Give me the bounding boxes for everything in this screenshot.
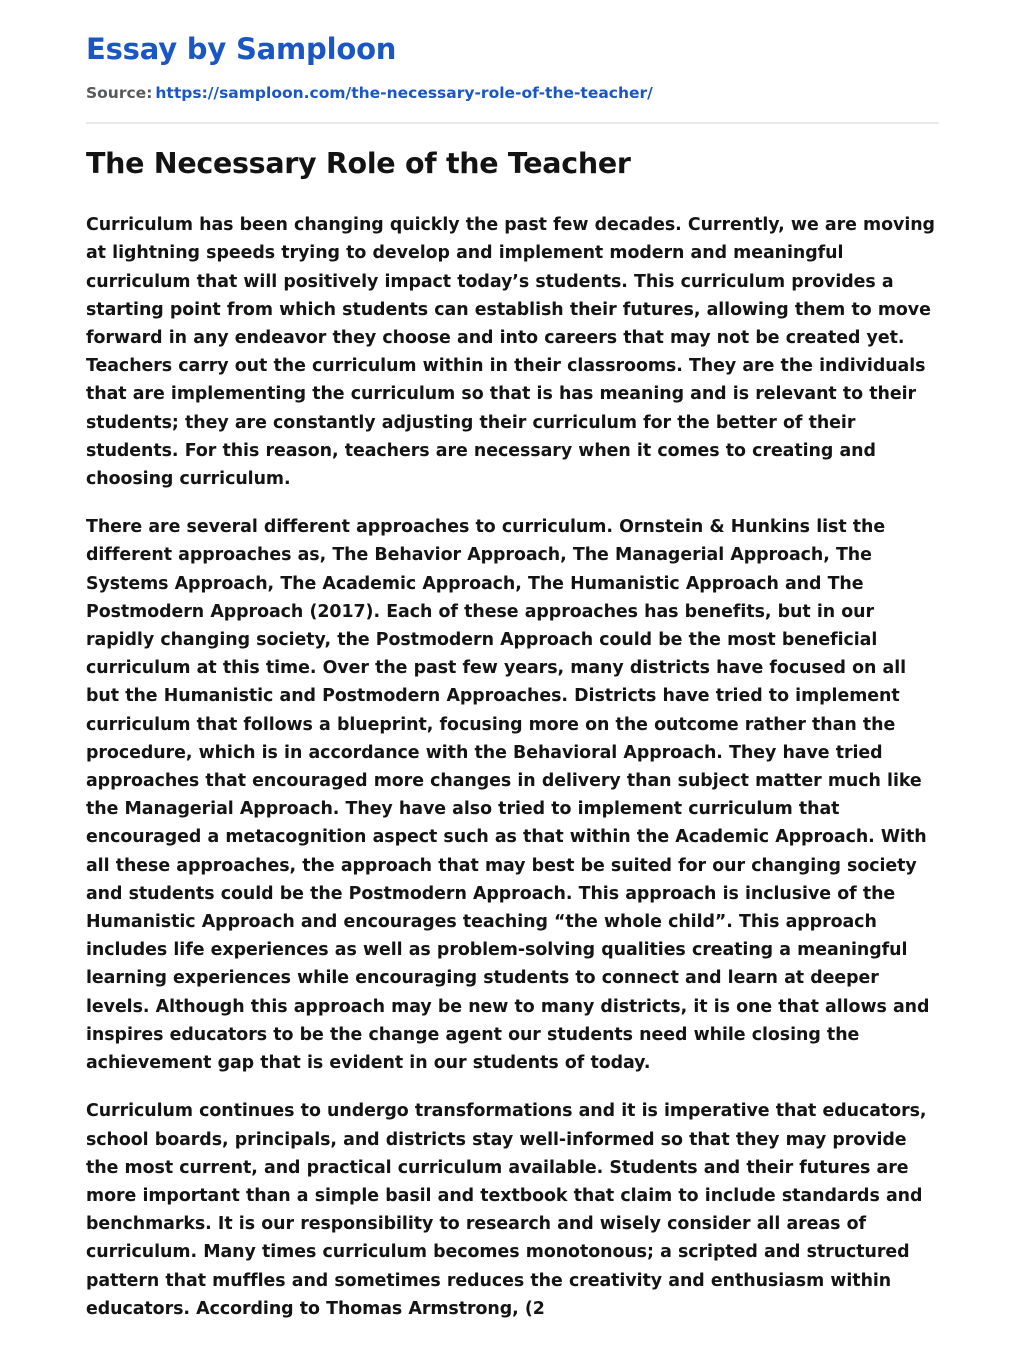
page-title: The Necessary Role of the Teacher	[86, 146, 631, 180]
essay-paragraph: Curriculum has been changing quickly the past few decades. Currently, we are moving at lightning speeds trying to develop and implement modern and meaningful curriculum that will positively impact today’s students. This curriculum provides a starting point from which students can establish their futures, allowing them to move forward in any endeavor they choose and into careers that may not be created yet. Teachers carry out the curriculum within in their classrooms. They are the individuals that are implementing the curriculum so that is has meaning and is relevant to their students; they are constantly adjusting their curriculum for the better of their students. For this reason, teachers are necessary when it comes to creating and choosing curriculum.	[86, 215, 935, 490]
site-masthead	[86, 0, 939, 124]
source-url-link[interactable]: https://samploon.com/the-necessary-role-of-the-teacher/	[155, 83, 653, 102]
essay-body	[86, 181, 939, 1323]
essay-paragraph: Curriculum continues to undergo transformations and it is imperative that educators, school boards, principals, and districts stay well-informed so that they may provide the most current, and practical curriculum available. Students and their futures are more important than a simple basil and textbook that claim to include standards and benchmarks. It is our responsibility to research and wisely consider all areas of curriculum. Many times curriculum becomes monotonous; a scripted and structured pattern that muffles and sometimes reduces the creativity and enthusiasm within educators. According to Thomas Armstrong, (2	[86, 1101, 927, 1319]
essay-paragraph: There are several different approaches to curriculum. Ornstein & Hunkins list the different approaches as, The Behavior Approach, The Managerial Approach, The Systems Approach, The Academic Approach, The Humanistic Approach and The Postmodern Approach (2017). Each of these approaches has benefits, but in our rapidly changing society, the Postmodern Approach could be the most beneficial curriculum at this time. Over the past few years, many districts have focused on all but the Humanistic and Postmodern Approaches. Districts have tried to implement curriculum that follows a blueprint, focusing more on the outcome rather than the procedure, which is in accordance with the Behavioral Approach. They have tried approaches that encouraged more changes in delivery than subject matter much like the Managerial Approach. They have also tried to implement curriculum that encouraged a metacognition aspect such as that within the Academic Approach. With all these approaches, the approach that may best be suited for our changing society and students could be the Postmodern Approach. This approach is inclusive of the Humanistic Approach and encourages teaching “the whole child”. This approach includes life experiences as well as problem-solving qualities creating a meaningful learning experiences while encouraging students to connect and learn at deeper levels. Although this approach may be new to many districts, it is one that allows and inspires educators to be the change agent our students need while closing the achievement gap that is evident in our students of today.	[86, 517, 930, 1074]
source-line	[86, 83, 939, 105]
source-label: Source:	[86, 83, 153, 102]
site-brand-title: Essay by Samploon	[86, 32, 397, 66]
page-content-column	[86, 0, 939, 1323]
